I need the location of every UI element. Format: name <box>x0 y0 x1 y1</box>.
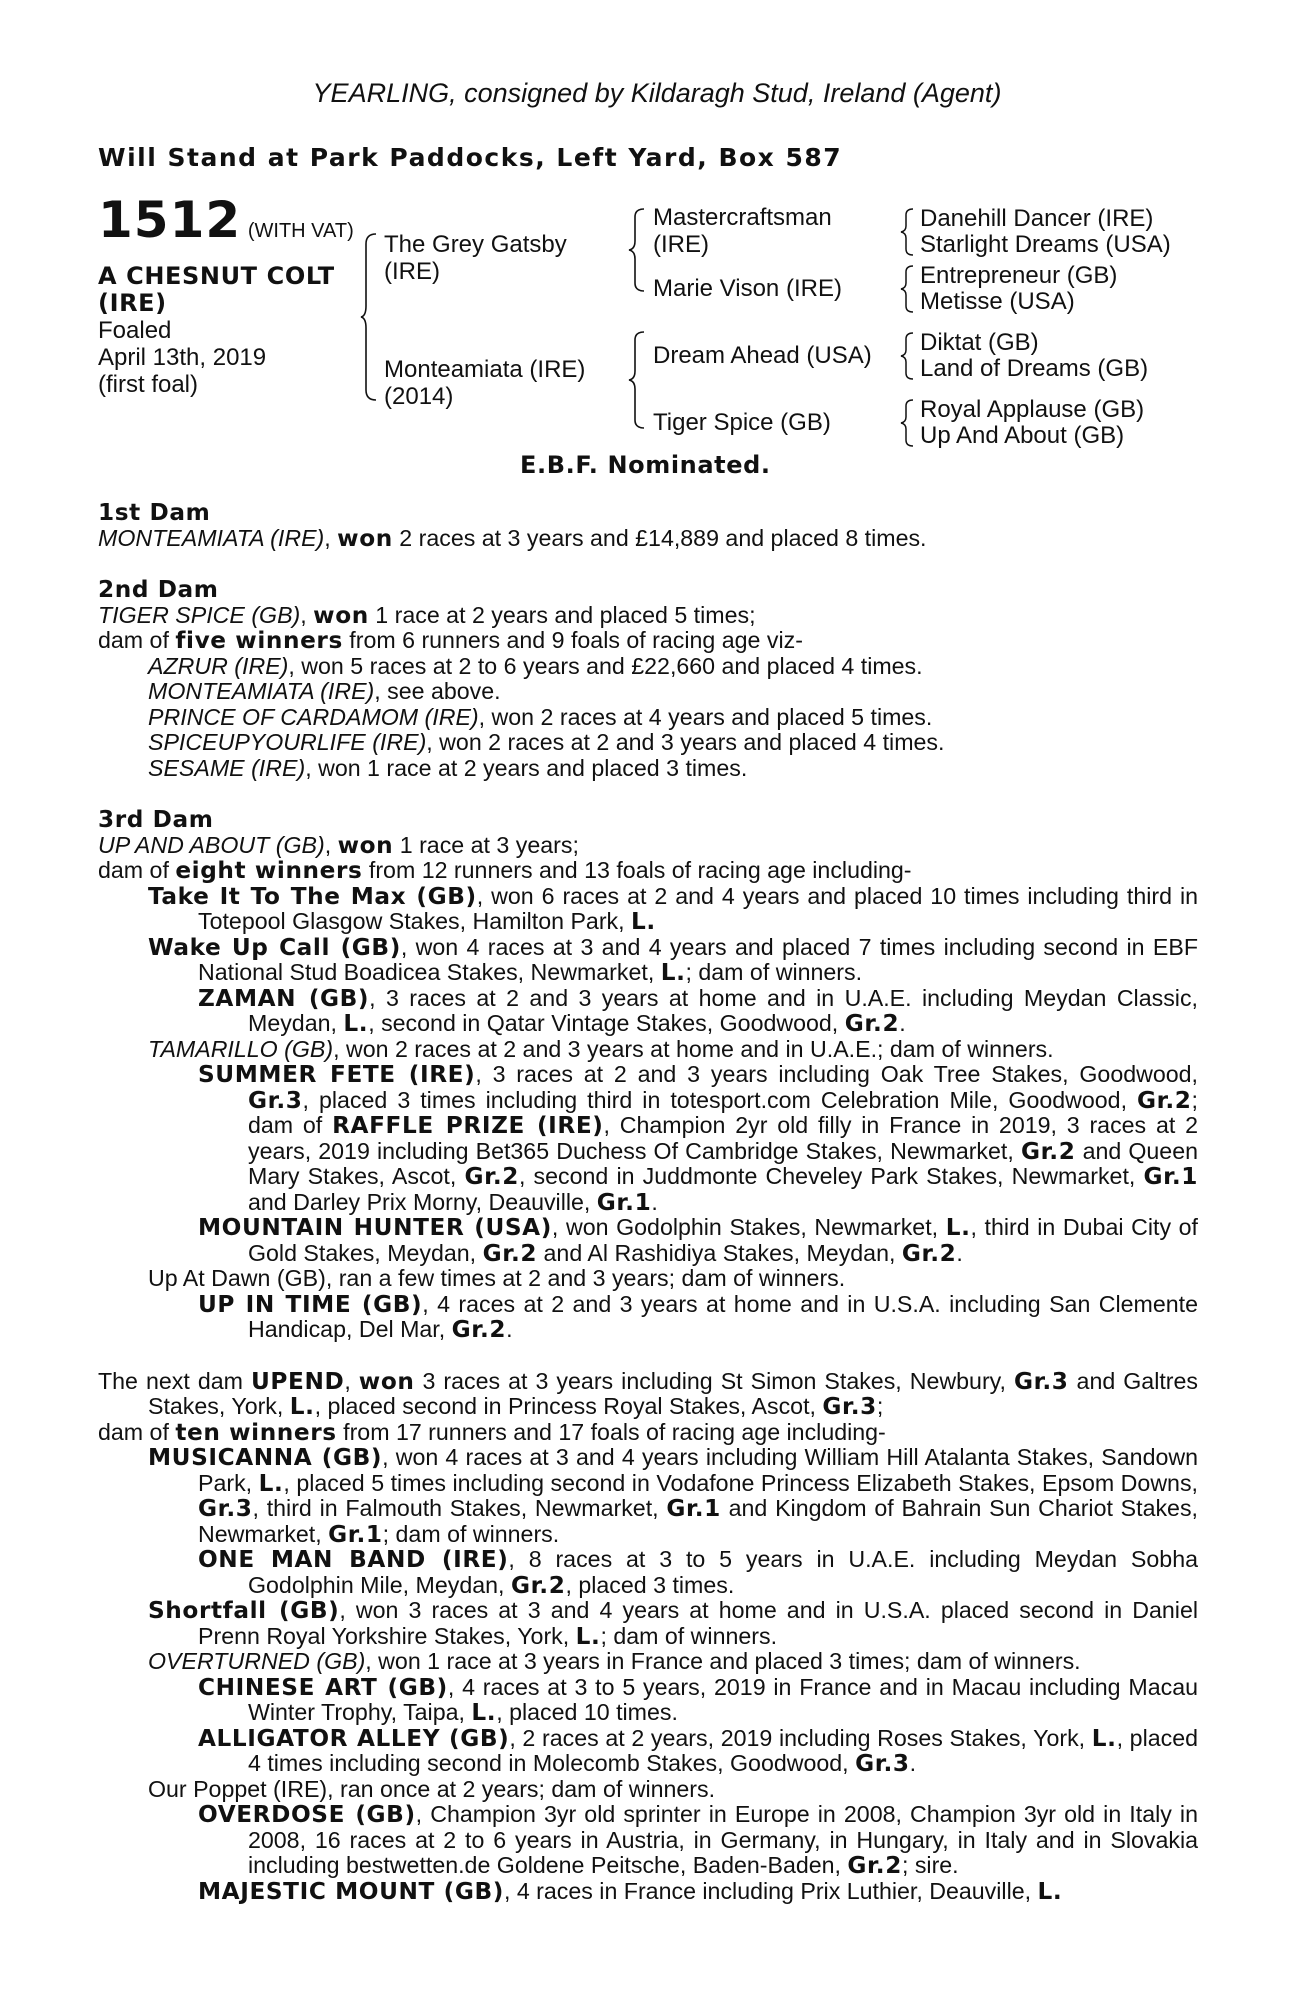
ds-dam: Land of Dreams (GB) <box>920 355 1149 382</box>
won-label: won <box>337 524 393 552</box>
race-grade: L. <box>945 1214 971 1241</box>
horse-name: CHINESE ART (GB) <box>198 1673 448 1701</box>
race-record-end: . <box>956 1239 963 1266</box>
dam-of-label: dam of <box>98 627 176 653</box>
race-grade: Gr.3 <box>1014 1367 1069 1395</box>
ebf-nomination: E.B.F. Nominated. <box>520 451 771 479</box>
offspring-name: PRINCE OF CARDAMOM (IRE) <box>148 703 479 730</box>
won-label: won <box>337 831 394 859</box>
offspring-name: MONTEAMIATA (IRE) <box>148 678 375 704</box>
dam-of-label: dam of <box>98 857 176 883</box>
lot-number-line <box>98 191 354 249</box>
race-record: , won Godolphin Stakes, Newmarket, <box>551 1214 946 1240</box>
dd-dam: Up And About (GB) <box>920 422 1125 449</box>
winners-count: five winners <box>175 627 343 654</box>
race-grade: Gr.3 <box>855 1750 910 1777</box>
sire-name: The Grey Gatsby <box>384 231 567 258</box>
race-grade: Gr.2 <box>901 1239 957 1267</box>
offspring-name: AZRUR (IRE) <box>148 652 289 679</box>
race-record: , won 1 race at 3 years in France and placed 3 times; dam of winners. <box>365 1648 1081 1674</box>
produce-entry <box>98 1292 1198 1343</box>
pedigree-brace-ds <box>900 331 916 381</box>
race-grade: Gr.2 <box>510 1571 566 1599</box>
offspring-record: , won 5 races at 2 to 6 years and £22,660 and placed 4 times. <box>288 652 923 679</box>
sire-sire-origin: (IRE) <box>653 231 709 258</box>
consignor-line: YEARLING, consigned by Kildaragh Stud, Ireland (Agent) <box>312 78 1002 108</box>
pedigree-brace-ss <box>900 207 916 257</box>
produce-entry <box>98 986 1198 1037</box>
next-dam-name: UPEND <box>250 1367 345 1395</box>
second-dam-record: 1 race at 2 years and placed 5 times; <box>368 601 756 628</box>
race-grade: Gr.1 <box>596 1188 652 1216</box>
horse-origin: (IRE) <box>98 289 167 317</box>
race-record-end: ; dam of winners. <box>600 1622 778 1649</box>
produce-summary: from 6 runners and 9 foals of racing age viz- <box>342 627 803 653</box>
pedigree-brace-sire <box>628 207 648 293</box>
race-grade: Gr.3 <box>248 1086 303 1114</box>
race-grade: Gr.3 <box>198 1495 253 1522</box>
winners-count: eight winners <box>175 857 363 884</box>
race-record-end: ; dam of winners. <box>382 1520 560 1547</box>
horse-name: SUMMER FETE (IRE) <box>198 1061 476 1088</box>
race-record: 3 races at 3 years including St Simon Stakes, Newbury, <box>414 1367 1015 1394</box>
race-record: and Kingdom of Bahrain Sun Chariot Stakes, Newmarket, <box>198 1495 1198 1547</box>
race-grade: Gr.2 <box>1020 1137 1076 1165</box>
race-record: , third in Falmouth Stakes, Newmarket, <box>252 1495 667 1521</box>
race-grade: Gr.2 <box>464 1163 519 1190</box>
race-record: , third in Dubai City of Gold Stakes, Meydan, <box>248 1214 1198 1266</box>
dam-name: Monteamiata (IRE) <box>384 356 586 383</box>
dam-sire: Dream Ahead (USA) <box>653 342 872 369</box>
race-record-end: ; dam of winners. <box>685 959 863 985</box>
produce-entry <box>98 1649 1198 1675</box>
race-grade: L. <box>471 1699 497 1726</box>
catalogue-body <box>98 500 1198 1904</box>
sire-sire: Mastercraftsman <box>653 204 832 231</box>
race-record-end: . <box>899 1010 906 1036</box>
sd-sire: Entrepreneur (GB) <box>920 262 1118 289</box>
second-dam-line: TIGER SPICE (GB), won 1 race at 2 years and placed 5 times; <box>98 601 756 629</box>
horse-description: A CHESNUT COLT <box>98 262 335 290</box>
race-record: , won 2 races at 2 and 3 years at home and in U.A.E.; dam of winners. <box>333 1035 1054 1062</box>
race-record: and Darley Prix Morny, Deauville, <box>248 1188 597 1215</box>
offspring-row <box>98 705 1198 731</box>
race-grade: L. <box>258 1469 284 1497</box>
third-dam-name: UP AND ABOUT (GB) <box>98 831 325 858</box>
horse-name: UP IN TIME (GB) <box>198 1290 423 1318</box>
foaled-date: April 13th, 2019 <box>98 344 267 371</box>
offspring-record: , won 1 race at 2 years and placed 3 times. <box>305 754 748 781</box>
foaled-label: Foaled <box>98 317 172 344</box>
pedigree-brace-main <box>360 232 380 402</box>
vat-note: (WITH VAT) <box>247 220 354 242</box>
produce-entry <box>98 1215 1198 1266</box>
produce-entry: Up At Dawn (GB), ran a few times at 2 and 3 years; dam of winners. <box>148 1265 846 1291</box>
horse-name: ONE MAN BAND (IRE) <box>198 1546 509 1573</box>
third-dam-line: UP AND ABOUT (GB), won 1 race at 3 years; <box>98 831 579 859</box>
offspring-row <box>98 679 1198 705</box>
race-record: , placed 3 times including third in totesport.com Celebration Mile, Goodwood, <box>302 1086 1138 1113</box>
next-dam-produce-line <box>98 1420 1198 1446</box>
horse-name: ZAMAN (GB) <box>198 984 370 1012</box>
race-record: , placed 5 times including second in Vodafone Princess Elizabeth Stakes, Epsom Downs, <box>283 1469 1198 1496</box>
separator: , <box>344 1367 359 1394</box>
race-record: , 3 races at 2 and 3 years at home and in U.A.E. including Meydan Classic, Meydan, <box>248 984 1198 1036</box>
produce-entry: Our Poppet (IRE), ran once at 2 years; dam of winners. <box>148 1775 716 1802</box>
ss-dam: Starlight Dreams (USA) <box>920 231 1171 258</box>
offspring-name: SPICEUPYOURLIFE (IRE) <box>148 729 427 755</box>
race-record-end: . <box>909 1750 917 1776</box>
dam-of-label: dam of <box>98 1418 176 1445</box>
race-record: , won 4 races at 3 and 4 years including William Hill Atalanta Stakes, Sandown Park, <box>198 1444 1198 1496</box>
pedigree-brace-dam <box>628 330 648 430</box>
horse-name: Wake Up Call (GB) <box>148 933 401 961</box>
race-grade: Gr.2 <box>844 1010 900 1037</box>
sd-dam: Metisse (USA) <box>920 288 1075 315</box>
second-dam-name: TIGER SPICE (GB) <box>98 601 301 628</box>
produce-summary: from 12 runners and 13 foals of racing age including- <box>362 857 912 883</box>
produce-entry <box>98 1547 1198 1598</box>
race-grade: L. <box>289 1393 315 1420</box>
race-record: , 4 races at 3 to 5 years, 2019 in France and in Macau including Macau Winter Trophy, Taipa, <box>248 1673 1198 1725</box>
horse-name: OVERDOSE (GB) <box>198 1801 416 1828</box>
first-dam-name: MONTEAMIATA (IRE) <box>98 524 325 551</box>
offspring-name: SESAME (IRE) <box>148 754 306 781</box>
race-grade: L. <box>343 1010 369 1037</box>
race-grade: L. <box>660 959 686 986</box>
produce-entry <box>98 1879 1198 1905</box>
dd-sire: Royal Applause (GB) <box>920 396 1145 423</box>
race-record: , second in Juddmonte Cheveley Park Stakes, Newmarket, <box>518 1163 1144 1189</box>
won-label: won <box>358 1367 415 1395</box>
first-dam-record: 2 races at 3 years and £14,889 and placed 8 times. <box>392 524 927 551</box>
third-dam-record: 1 race at 3 years; <box>393 831 579 858</box>
race-grade: Gr.2 <box>1137 1086 1192 1114</box>
produce-entry <box>98 884 1198 935</box>
race-record: , Champion 3yr old sprinter in Europe in 2008, Champion 3yr old in Italy in 2008, 16 races at 2 to 6 years in Austria, in Germany, in Hungary, in Italy and in Slovakia including bestwetten.de Goldene Peitsche, Baden-Baden, <box>248 1801 1198 1878</box>
horse-name: TAMARILLO (GB) <box>148 1035 334 1062</box>
race-record: , 4 races in France including Prix Luthier, Deauville, <box>503 1877 1038 1904</box>
first-dam-line: MONTEAMIATA (IRE), won 2 races at 3 years and £14,889 and placed 8 times. <box>98 524 927 552</box>
offspring-row <box>98 730 1198 756</box>
horse-name: Shortfall (GB) <box>148 1597 340 1624</box>
race-record: , 4 races at 2 and 3 years at home and in U.S.A. including San Clemente Handicap, Del Mar, <box>248 1290 1198 1342</box>
produce-entry <box>98 1802 1198 1879</box>
pedigree-brace-sd <box>900 264 916 314</box>
produce-entry <box>98 935 1198 986</box>
race-record: , second in Qatar Vintage Stakes, Goodwood, <box>368 1010 845 1036</box>
race-record-end: , placed 3 times. <box>565 1571 735 1598</box>
produce-entry <box>98 1598 1198 1649</box>
ss-sire: Danehill Dancer (IRE) <box>920 205 1154 232</box>
race-record: , placed 4 times including second in Molecomb Stakes, Goodwood, <box>248 1724 1199 1776</box>
winners-count: ten winners <box>175 1418 337 1446</box>
race-record: ; dam of <box>248 1086 1198 1138</box>
first-dam-heading: 1st Dam <box>98 499 211 526</box>
offspring-row <box>98 756 1198 782</box>
race-grade: Gr.2 <box>847 1852 902 1879</box>
offspring-record: , won 2 races at 4 years and placed 5 times. <box>478 703 933 730</box>
race-record: , Champion 2yr old filly in France in 2019, 3 races at 2 years, 2019 including Bet365 Duchess Of Cambridge Stakes, Newmarket, <box>248 1112 1198 1164</box>
stand-location: Will Stand at Park Paddocks, Left Yard, Box 587 <box>98 143 843 172</box>
race-record: and Queen Mary Stakes, Ascot, <box>248 1137 1198 1189</box>
produce-summary: from 17 runners and 17 foals of racing age including- <box>336 1418 886 1445</box>
produce-entry <box>98 1675 1198 1726</box>
race-record: , 3 races at 2 and 3 years including Oak Tree Stakes, Goodwood, <box>475 1061 1198 1087</box>
race-grade: Gr.1 <box>666 1495 721 1522</box>
sire-dam: Marie Vison (IRE) <box>653 275 842 302</box>
race-record: , placed second in Princess Royal Stakes, Ascot, <box>314 1393 823 1419</box>
won-label: won <box>313 601 369 629</box>
race-grade: Gr.1 <box>328 1520 383 1548</box>
horse-name: MOUNTAIN HUNTER (USA) <box>198 1214 552 1241</box>
race-grade: Gr.3 <box>822 1393 877 1420</box>
race-record-end: , placed 10 times. <box>496 1699 678 1725</box>
race-record: , won 3 races at 3 and 4 years at home and in U.S.A. placed second in Daniel Prenn Royal Yorkshire Stakes, York, <box>198 1597 1198 1649</box>
race-grade: L. <box>1091 1724 1117 1752</box>
horse-name: MUSICANNA (GB) <box>148 1444 383 1471</box>
race-grade: L. <box>1037 1877 1063 1905</box>
race-grade: Gr.1 <box>1143 1163 1198 1190</box>
produce-entry <box>98 1445 1198 1547</box>
offspring-row <box>98 654 1198 680</box>
produce-entry <box>98 1037 1198 1063</box>
offspring-record: , won 2 races at 2 and 3 years and placed 4 times. <box>426 729 945 755</box>
race-record-end: ; <box>876 1393 884 1419</box>
horse-name: OVERTURNED (GB) <box>148 1648 366 1674</box>
next-dam-lead: The next dam <box>98 1367 251 1394</box>
pedigree-brace-dd <box>900 398 916 448</box>
dam-year: (2014) <box>384 383 454 410</box>
race-grade: Gr.2 <box>482 1239 538 1267</box>
horse-name: Take It To The Max (GB) <box>148 882 477 910</box>
lot-number: 1512 <box>98 191 242 249</box>
race-record-end: . <box>506 1316 513 1342</box>
race-grade: L. <box>575 1622 601 1650</box>
race-record-end: . <box>651 1188 658 1215</box>
horse-name: ALLIGATOR ALLEY (GB) <box>198 1724 510 1752</box>
race-grade: L. <box>631 908 656 935</box>
horse-name: MAJESTIC MOUNT (GB) <box>198 1877 504 1905</box>
race-record: , 2 races at 2 years, 2019 including Roses Stakes, York, <box>509 1724 1092 1751</box>
sire-origin: (IRE) <box>384 258 440 285</box>
third-dam-heading: 3rd Dam <box>98 806 214 833</box>
next-dam-entry <box>98 1369 1198 1420</box>
horse-name: RAFFLE PRIZE (IRE) <box>332 1112 604 1139</box>
produce-entry <box>98 1726 1198 1777</box>
third-dam-produce-line <box>98 858 1198 884</box>
race-record-end: ; sire. <box>901 1852 959 1878</box>
dam-dam: Tiger Spice (GB) <box>653 409 831 436</box>
race-record: , won 6 races at 2 and 4 years and placed 10 times including third in Totepool Glasgow Stakes, Hamilton Park, <box>198 882 1198 934</box>
race-record: , won 4 races at 3 and 4 years and placed 7 times including second in EBF National Stud Boadicea Stakes, Newmarket, <box>198 933 1198 985</box>
offspring-record: , see above. <box>374 678 501 704</box>
race-record: and Al Rashidiya Stakes, Meydan, <box>537 1239 902 1266</box>
race-record: and Galtres Stakes, York, <box>148 1367 1199 1419</box>
race-grade: Gr.2 <box>451 1316 507 1343</box>
race-record: , 8 races at 3 to 5 years in U.A.E. including Meydan Sobha Godolphin Mile, Meydan, <box>248 1546 1198 1598</box>
second-dam-produce-line <box>98 628 1198 654</box>
produce-entry <box>98 1062 1198 1215</box>
ds-sire: Diktat (GB) <box>920 329 1039 356</box>
foal-note: (first foal) <box>98 371 199 398</box>
second-dam-heading: 2nd Dam <box>98 576 219 603</box>
